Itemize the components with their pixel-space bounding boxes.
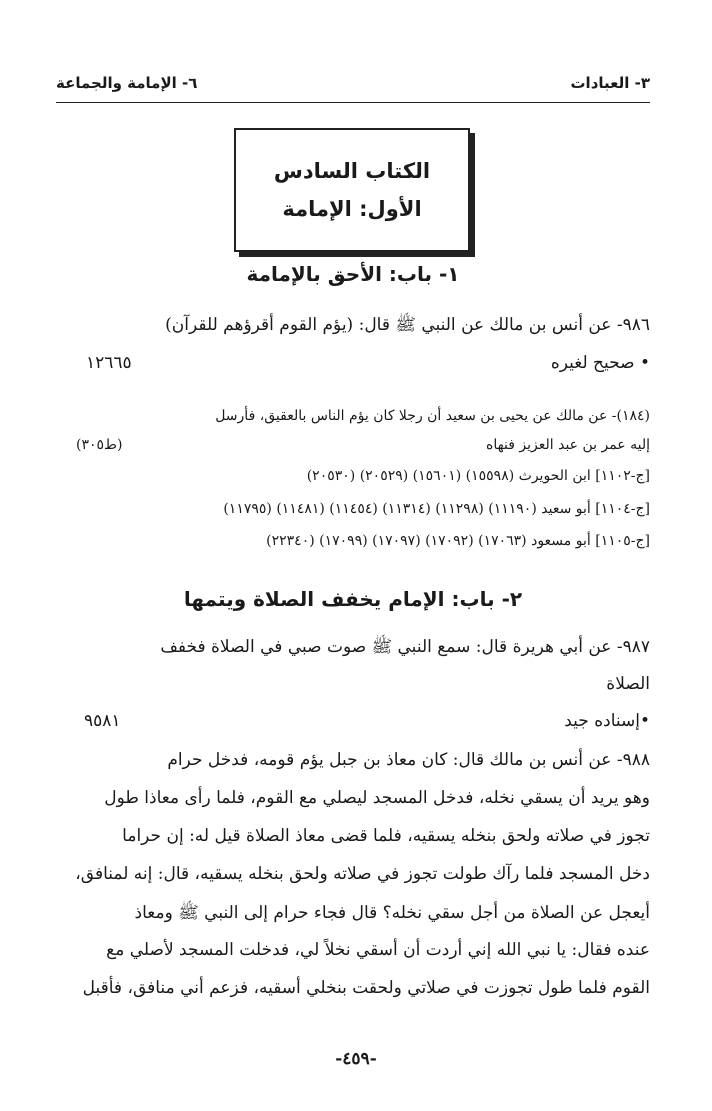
chapter-2-title: ٢- باب: الإمام يخفف الصلاة ويتمها — [183, 587, 523, 611]
note-184-ref: (ط٣٠٥) — [76, 437, 123, 453]
cross-ref-1104: [ج-١١٠٤] أبو سعيد (١١١٩٠) (١١٢٩٨) (١١٣١٤) (١١٤٥٤) (١١٤٨١) (١١٧٩٥) — [223, 501, 650, 517]
hadith-986-grade: • صحيح لغيره — [550, 353, 650, 373]
note-184-line2: إليه عمر بن عبد العزيز فنهاه — [485, 437, 650, 453]
header-chapter-section: ٦- الإمامة والجماعة — [56, 74, 198, 92]
header-divider — [56, 102, 650, 103]
note-184-line2-row — [56, 437, 650, 453]
header-book-section: ٣- العبادات — [570, 74, 650, 92]
page-number: -٤٥٩- — [335, 1049, 377, 1069]
chapter-1-title: ١- باب: الأحق بالإمامة — [246, 262, 460, 286]
hadith-986-grade-row — [56, 353, 650, 373]
hadith-988-line7: القوم فلما طول تجوزت في صلاتي ولحقت بنخلي أسقيه، فزعم أني منافق، فأقبل — [82, 978, 650, 998]
hadith-987-line2: الصلاة — [606, 674, 650, 694]
hadith-988-line1: ٩٨٨- عن أنس بن مالك قال: كان معاذ بن جبل يؤم قومه، فدخل حرام — [167, 750, 650, 770]
hadith-986-ref: ١٢٦٦٥ — [86, 353, 132, 373]
hadith-987-line1: ٩٨٧- عن أبي هريرة قال: سمع النبي ﷺ صوت صبي في الصلاة فخفف — [160, 637, 650, 657]
hadith-987-grade: •إسناده جيد — [564, 711, 650, 731]
hadith-988-line3: تجوز في صلاته ولحق بنخله يسقيه، فلما قضى معاذ الصلاة قيل له: إن حراما — [122, 826, 650, 846]
cross-ref-1105: [ج-١١٠٥] أبو مسعود (١٧٠٦٣) (١٧٠٩٢) (١٧٠٩٧) (١٧٠٩٩) (٢٢٣٤٠) — [266, 533, 650, 549]
hadith-988-line6: عنده فقال: يا نبي الله إني أردت أن أسقي نخلاً لي، فدخلت المسجد لأصلي مع — [106, 940, 650, 960]
hadith-988-line4: دخل المسجد فلما رآك طولت تجوز في صلاته ولحق بنخله يسقيه، قال: إنه لمنافق، — [75, 864, 650, 884]
hadith-988-line2: وهو يريد أن يسقي نخله، فدخل المسجد ليصلي مع القوم، فلما رأى معاذا طول — [104, 788, 650, 808]
hadith-986-text: ٩٨٦- عن أنس بن مالك عن النبي ﷺ قال: (يؤم القوم أقرؤهم للقرآن) — [165, 315, 650, 335]
book-title-line2: الأول: الإمامة — [282, 197, 422, 221]
running-header — [56, 66, 650, 100]
book-title-line1: الكتاب السادس — [273, 159, 431, 183]
cross-ref-1102: [ج-١١٠٢] ابن الحويرث (١٥٥٩٨) (١٥٦٠١) (٢٠٥٢٩) (٢٠٥٣٠) — [306, 468, 650, 484]
hadith-988-line5: أيعجل عن الصلاة من أجل سقي نخله؟ قال فجاء حرام إلى النبي ﷺ ومعاذ — [134, 903, 650, 923]
book-title-box — [234, 128, 470, 252]
hadith-987-grade-row — [56, 711, 650, 731]
note-184-line1: (١٨٤)- عن مالك عن يحيى بن سعيد أن رجلا كان يؤم الناس بالعقيق، فأرسل — [215, 408, 650, 424]
hadith-987-ref: ٩٥٨١ — [84, 711, 121, 731]
